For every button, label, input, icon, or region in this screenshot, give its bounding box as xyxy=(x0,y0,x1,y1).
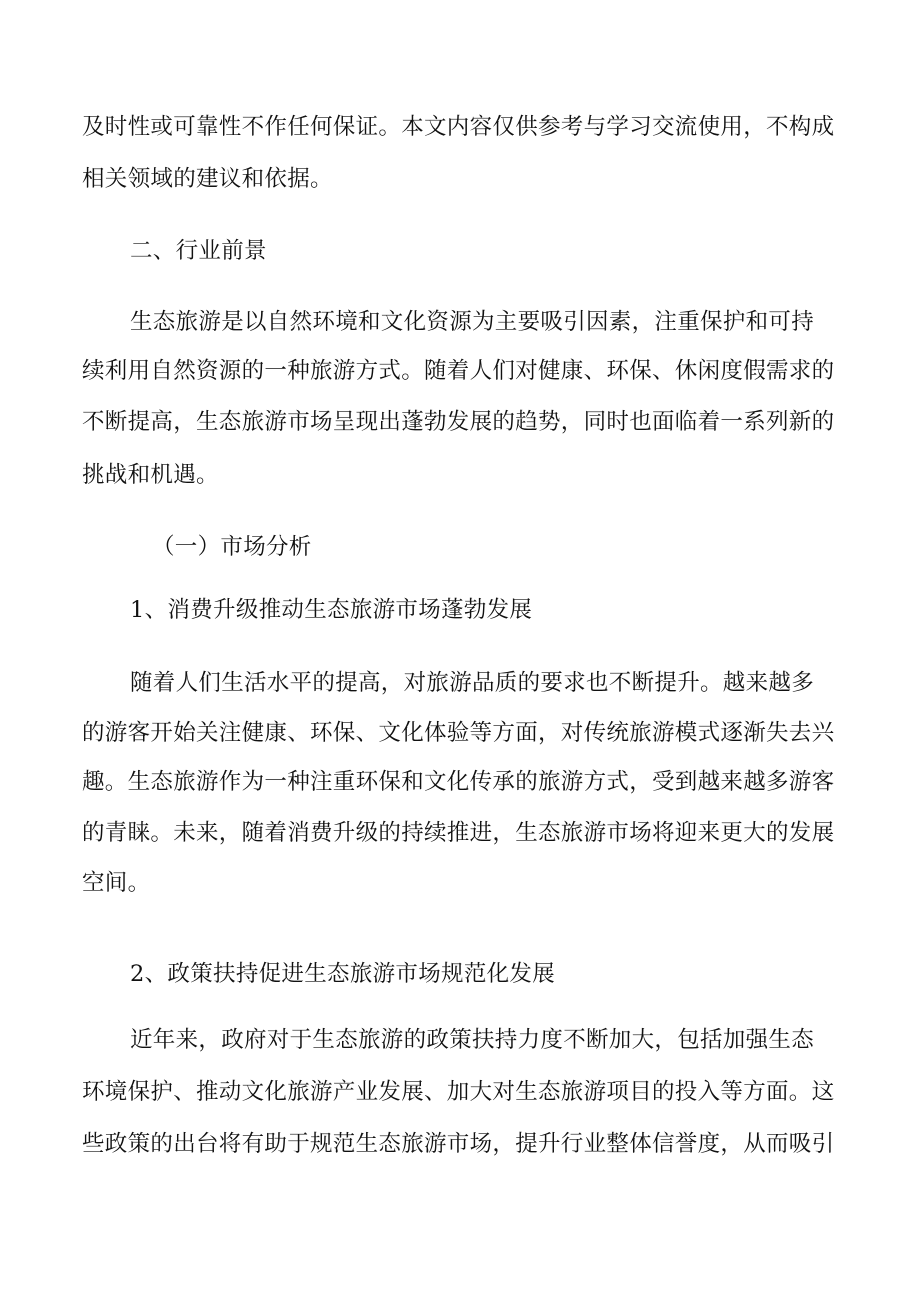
paragraph-line: 随着人们生活水平的提高，对旅游品质的要求也不断提升。越来越多 xyxy=(130,670,815,696)
item-heading: 2、政策扶持促进生态旅游市场规范化发展 xyxy=(130,961,556,987)
paragraph-line: 些政策的出台将有助于规范生态旅游市场，提升行业整体信誉度，从而吸引 xyxy=(82,1131,835,1157)
paragraph-line: 环境保护、推动文化旅游产业发展、加大对生态旅游项目的投入等方面。这 xyxy=(82,1079,835,1105)
paragraph-line: 挑战和机遇。 xyxy=(82,462,219,488)
subsection-heading: （一）市场分析 xyxy=(152,534,312,560)
paragraph-line: 生态旅游是以自然环境和文化资源为主要吸引因素，注重保护和可持 xyxy=(130,309,815,335)
item-heading: 1、消费升级推动生态旅游市场蓬勃发展 xyxy=(130,597,533,623)
paragraph-line: 趣。生态旅游作为一种注重环保和文化传承的旅游方式，受到越来越多游客 xyxy=(82,769,835,795)
paragraph-line: 相关领域的建议和依据。 xyxy=(82,166,333,192)
paragraph-line: 近年来，政府对于生态旅游的政策扶持力度不断加大，包括加强生态 xyxy=(130,1027,815,1053)
paragraph-line: 空间。 xyxy=(82,870,151,896)
section-heading: 二、行业前景 xyxy=(130,238,267,264)
paragraph-line: 续利用自然资源的一种旅游方式。随着人们对健康、环保、休闲度假需求的 xyxy=(82,358,835,384)
paragraph-line: 及时性或可靠性不作任何保证。本文内容仅供参考与学习交流使用，不构成 xyxy=(82,114,835,140)
paragraph-line: 的游客开始关注健康、环保、文化体验等方面，对传统旅游模式逐渐失去兴 xyxy=(82,720,835,746)
paragraph-line: 的青睐。未来，随着消费升级的持续推进，生态旅游市场将迎来更大的发展 xyxy=(82,820,835,846)
paragraph-line: 不断提高，生态旅游市场呈现出蓬勃发展的趋势，同时也面临着一系列新的 xyxy=(82,409,835,435)
